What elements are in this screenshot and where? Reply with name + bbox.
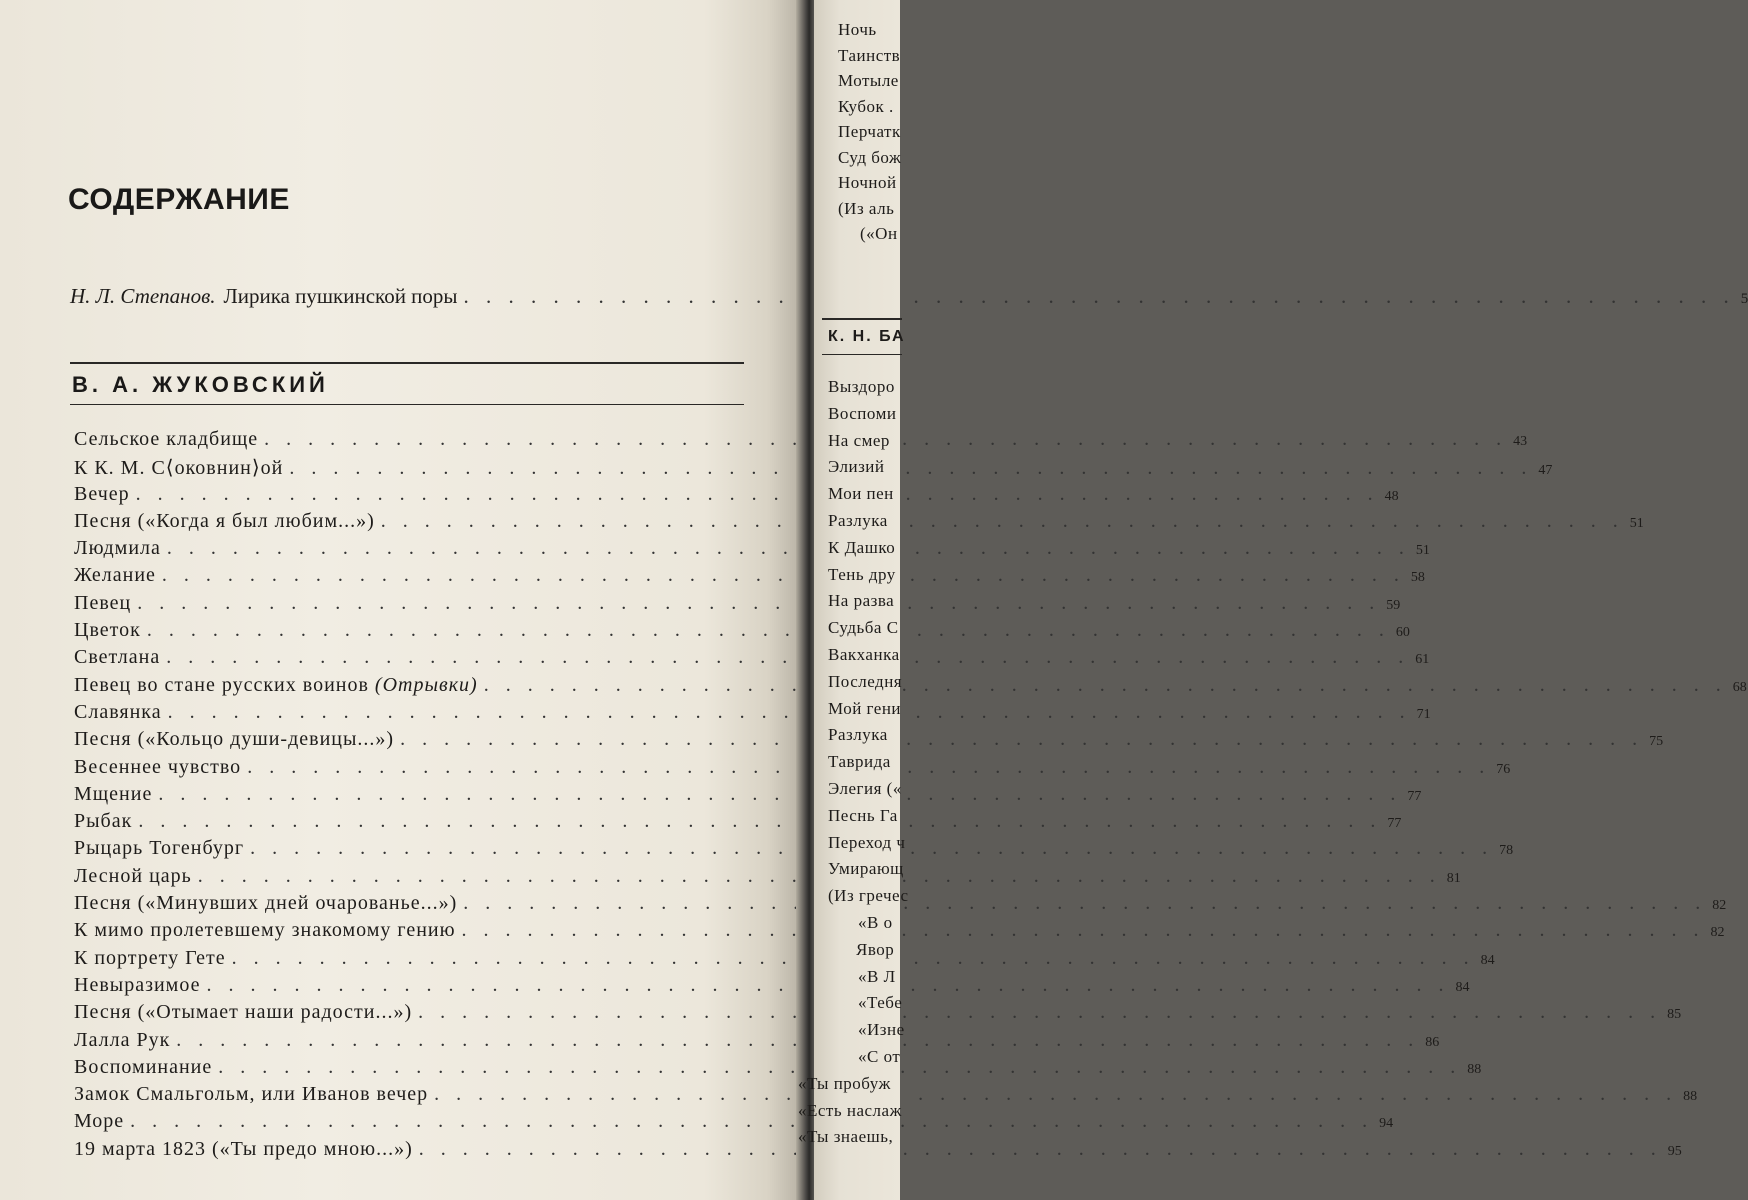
intro-author: Н. Л. Степанов.: [70, 284, 216, 308]
right-page-item: «В о: [858, 912, 893, 932]
toc-entry-title: Песня («Когда я был любим...»): [74, 509, 375, 532]
right-page-item: На разва: [828, 591, 895, 611]
intro-page-number: 5: [1740, 291, 1748, 307]
toc-entry-page: 61: [1415, 652, 1430, 668]
section-rule-top: [70, 362, 744, 364]
dot-leader: [136, 483, 1379, 506]
right-page-item: Разлука: [828, 725, 888, 745]
toc-entry-page: 84: [1480, 952, 1495, 968]
right-page-item: К Дашко: [828, 537, 896, 557]
toc-entry-page: 77: [1387, 816, 1402, 832]
dot-leader: [138, 810, 1381, 833]
toc-entry-page: 77: [1407, 788, 1422, 804]
toc-entry-title: Море: [74, 1110, 125, 1133]
right-page-item: Мои пен: [828, 484, 894, 504]
toc-entry-page: 47: [1538, 463, 1553, 479]
toc-entry-page: 43: [1513, 434, 1528, 449]
toc-entry-title: Песня («Отымает наши радости...»): [74, 1001, 413, 1024]
dot-leader: [484, 671, 1727, 697]
dot-leader: [464, 284, 1735, 309]
right-page-item: Последня: [828, 671, 903, 691]
right-page-item: Явор: [856, 939, 895, 959]
right-page-item: Мотыле: [838, 71, 899, 90]
right-page-item: «С от: [858, 1046, 901, 1066]
toc-entry-title: К мимо пролетевшему знакомому гению: [74, 919, 456, 942]
dot-leader: [462, 919, 1705, 942]
right-page-item: На смер: [828, 430, 890, 450]
right-section-rule-bottom: [822, 354, 902, 355]
right-page-item: (Из гречес: [828, 886, 909, 906]
toc-entry-title: Лесной царь: [74, 864, 192, 887]
toc-entry-title: Мщение: [74, 782, 153, 805]
toc-entry-page: 82: [1710, 925, 1725, 941]
right-page-item: Умирающ: [828, 859, 904, 879]
right-page-item: Вакханка: [828, 644, 900, 664]
right-page-item: «Тебе: [858, 993, 903, 1013]
toc-entry-title: Славянка: [74, 700, 162, 723]
right-page-item: «Изне: [858, 1020, 905, 1040]
toc-entry-title: Цветок: [74, 619, 141, 642]
toc-entry-title: 19 марта 1823 («Ты предо мною...»): [74, 1137, 413, 1160]
right-page-item: Песнь Га: [828, 805, 898, 825]
toc-entry-page: 68: [1732, 679, 1747, 695]
toc-entry-title: Светлана: [74, 646, 161, 669]
dot-leader: [130, 1110, 1373, 1133]
dot-leader: [418, 1001, 1661, 1024]
right-page-item: Выздоро: [828, 377, 895, 396]
section-rule-bottom: [70, 404, 744, 405]
right-page-item: «В Л: [858, 966, 896, 986]
intro-title: Лирика пушкинской поры: [223, 284, 458, 308]
intro-entry[interactable]: [70, 284, 1748, 309]
right-page-list: [798, 377, 909, 1154]
toc-entry-page: 51: [1629, 515, 1644, 531]
right-page-item: Элегия («: [828, 778, 902, 798]
right-page-item: Ночь: [838, 20, 877, 39]
toc-entry-title: Желание: [74, 564, 156, 587]
right-page-item: Элизий: [828, 457, 885, 477]
toc-entry-page: 85: [1667, 1007, 1682, 1023]
right-page-item: Ночной: [838, 173, 897, 192]
right-page-item: Перчатк: [838, 122, 901, 141]
right-page-item: («Он: [860, 224, 898, 243]
toc-entry-title: Невыразимое: [74, 973, 201, 996]
toc-entry-title: Певец во стане русских воинов: [74, 673, 369, 696]
toc-entry-title: Песня («Минувших дней очарованье...»): [74, 892, 458, 915]
right-section-heading: К. Н. БА: [828, 328, 906, 345]
toc-entry-page: 88: [1467, 1061, 1482, 1077]
dot-leader: [400, 728, 1643, 751]
right-page-item: Воспоми: [828, 403, 897, 423]
section-heading-zhukovsky: В. А. ЖУКОВСКИЙ: [72, 372, 329, 397]
toc-entry-title: Воспоминание: [74, 1055, 213, 1078]
right-page-item: «Ты знаешь,: [798, 1127, 894, 1147]
toc-entry-title: Песня («Кольцо души-девицы...»): [74, 728, 395, 751]
dot-leader: [166, 646, 1409, 669]
toc-entry-title: К К. М. С⟨оковнин⟩ой: [74, 457, 284, 480]
toc-entry-page: 48: [1384, 488, 1399, 504]
toc-entry-title: Лалла Рук: [74, 1028, 171, 1051]
right-page-item: (Из аль: [838, 198, 895, 218]
toc-entry-page: 81: [1446, 870, 1461, 886]
right-page-item: Переход ч: [828, 832, 906, 852]
toc-entry-page: 82: [1712, 898, 1727, 914]
right-page-item: Тень дру: [828, 564, 896, 584]
toc-entry-page: 76: [1496, 761, 1511, 777]
dot-leader: [419, 1138, 1662, 1161]
toc-entry-title: Весеннее чувство: [74, 755, 242, 778]
dot-leader: [167, 537, 1410, 560]
toc-entry-page: 86: [1425, 1034, 1440, 1050]
right-page-item: Кубок .: [838, 96, 894, 116]
toc-entry-page: 78: [1499, 843, 1514, 859]
dot-leader: [158, 783, 1401, 806]
toc-entry-title: Людмила: [74, 537, 161, 560]
right-page-item: Мой гени: [828, 698, 902, 718]
toc-entry-title: Вечер: [74, 482, 130, 505]
toc-entry-title: Сельское кладбище: [74, 428, 259, 450]
toc-entry-page: 88: [1683, 1089, 1698, 1105]
right-section-rule-top: [822, 318, 902, 320]
dot-leader: [162, 564, 1405, 587]
dot-leader: [463, 892, 1706, 915]
right-page-item: Судьба С: [828, 618, 899, 638]
dot-leader: [168, 698, 1411, 724]
dot-leader: [147, 619, 1390, 642]
right-page-item: Таинств: [838, 45, 901, 65]
right-page-item: Таврида: [828, 752, 891, 772]
toc-entry-page: 51: [1415, 543, 1430, 559]
toc-entry-page: 60: [1395, 625, 1410, 641]
toc-entry-note: (Отрывки): [374, 673, 478, 696]
toc-entry-title: К портрету Гете: [74, 946, 226, 969]
toc-entry-title: Рыбак: [74, 810, 133, 833]
dot-leader: [434, 1083, 1677, 1106]
toc-entry-page: 58: [1410, 570, 1425, 586]
toc-entry-page: 95: [1667, 1143, 1682, 1159]
contents-heading: СОДЕРЖАНИЕ: [68, 183, 290, 216]
right-page-item: Суд бож: [838, 147, 902, 167]
right-page-item: Разлука: [828, 510, 888, 530]
toc-entry-page: 59: [1386, 597, 1401, 613]
dot-leader: [289, 457, 1532, 480]
dot-leader: [381, 510, 1624, 533]
toc-entry-title: Замок Смальгольм, или Иванов вечер: [74, 1083, 429, 1106]
right-page-item: «Есть наслаж: [798, 1100, 902, 1120]
right-page-top-list: [838, 20, 901, 250]
dot-leader: [137, 592, 1380, 615]
toc-entry-page: 71: [1416, 706, 1431, 722]
toc-entry-title: Певец: [74, 591, 132, 614]
right-page-item: «Ты пробуж: [798, 1073, 891, 1093]
toc-entry-page: 94: [1379, 1116, 1394, 1132]
toc-entry-page: 84: [1455, 979, 1470, 995]
toc-entry-page: 75: [1649, 734, 1664, 750]
toc-entry-title: Рыцарь Тогенбург: [74, 837, 245, 860]
